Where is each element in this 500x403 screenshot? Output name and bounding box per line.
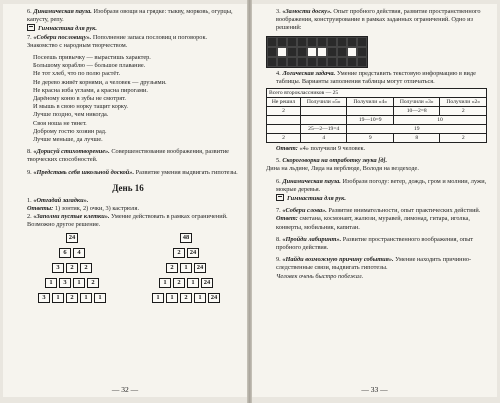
- table-row: 19—10=9 10: [267, 116, 487, 125]
- table-row: 25—2—19=4 19: [267, 125, 487, 134]
- pyramid-cell: 3: [52, 263, 64, 273]
- tiling-cell: [297, 47, 307, 57]
- pyramid-cell: 24: [201, 278, 213, 288]
- proverb-line: Не дерево живёт корнями, а человек — друзьями.: [33, 78, 167, 86]
- tiling-cell: [327, 47, 337, 57]
- pyramid-cell: 2: [180, 293, 192, 303]
- pyramid-row: [131, 278, 241, 288]
- tiling-cell: [267, 47, 277, 57]
- pyramid-right: [131, 233, 241, 311]
- pyramid-row: [131, 293, 241, 303]
- pyramid-cell: 2: [80, 263, 92, 273]
- tiling-cell: [347, 57, 357, 67]
- tiling-cell: [287, 37, 297, 47]
- pyramid-cell: 1: [45, 278, 57, 288]
- tiling-cell: [337, 57, 347, 67]
- tiling-cell: [287, 57, 297, 67]
- page-number-left: — 32 —: [111, 385, 139, 394]
- tiling-cell: [307, 47, 317, 57]
- proverb-line: Доброму гостю хозяин рад.: [33, 127, 107, 135]
- tiling-cell: [317, 47, 327, 57]
- tiling-cell: [317, 57, 327, 67]
- proverb-line: Посеешь привычку — вырастишь характер.: [33, 54, 151, 62]
- pyramid-row: [131, 233, 241, 243]
- pyramid-row: [17, 248, 127, 258]
- pyramid-cell: 6: [59, 248, 71, 258]
- tiling-cell: [337, 37, 347, 47]
- left-page-content: [17, 8, 239, 311]
- left-page: [3, 4, 247, 397]
- proverb-line: Лучше поздно, чем никогда.: [33, 111, 109, 119]
- pyramid-cell: 48: [180, 233, 192, 243]
- pyramid-cell: 1: [80, 293, 92, 303]
- tiling-cell: [357, 37, 367, 47]
- proverb-line: Лучше меньше, да лучше.: [33, 136, 103, 144]
- tongue-twister-text: Дина на льдине, Лида на верблюде, Володя на вездеходе.: [266, 165, 419, 173]
- logic-table: [266, 88, 487, 143]
- item-6-dynamic-pause: 6. Динамическая пауза. Изобрази овощи на грядке: тыкву, морковь, огурцы, капусту, репу.: [27, 8, 233, 24]
- tiling-cell: [317, 37, 327, 47]
- tiling-grid: [266, 36, 368, 68]
- item-9-board: 9. «Представь себя школьной доской». Развитие умения выдвигать гипотезы.: [27, 168, 238, 176]
- pyramid-cell: 24: [208, 293, 220, 303]
- pyramid-cell: 1: [152, 293, 164, 303]
- proverb-line: Дарёному коню в зубы не смотрят.: [33, 95, 126, 103]
- tiling-cell: [277, 57, 287, 67]
- pyramid-left: [17, 233, 127, 311]
- tiling-cell: [357, 57, 367, 67]
- pyramid-cell: 2: [166, 263, 178, 273]
- pyramid-cell: 24: [66, 233, 78, 243]
- right-page-content: [266, 8, 487, 281]
- tiling-cell: [327, 37, 337, 47]
- item-9-cause: 9. «Найди возможную причину события». Умение находить причинно-следственные связи, выдвигать гипотезы.: [276, 256, 472, 272]
- item-3-tiling: 3. «Замости доску». Опыт пробного действия, развитие пространственного воображения, конструирование в рамках заданных ограничений. Одно из решений:: [276, 8, 481, 32]
- tiling-cell: [267, 57, 277, 67]
- pyramid-cell: 1: [187, 278, 199, 288]
- pyramid-row: [131, 263, 241, 273]
- pyramid-cell: 3: [59, 278, 71, 288]
- pyramid-cell: 24: [187, 248, 199, 258]
- pyramid-cell: 3: [38, 293, 50, 303]
- item-4-logic: 4. Логическая задача. Умение представить текстовую информацию в виде таблицы. Варианты заполнения таблицы могут отличаться.: [276, 69, 476, 85]
- item-8-maze: 8. «Пройди лабиринт». Развитие пространственного воображения, опыт пробного действия.: [276, 235, 474, 252]
- item-7-proverbs: 7. «Собери пословицу». Пополнение запаса пословиц и поговорок. Знакомство с народным творчеством.: [27, 33, 208, 49]
- pyramid-cell: 1: [194, 293, 206, 303]
- answer-7: Ответ: сметана, космонавт, жалюзи, муравей, лимонад, гитара, иголка, конверты, мобильник, капитан.: [276, 215, 470, 231]
- right-page: [252, 4, 497, 397]
- pyramid-cell: 1: [94, 293, 106, 303]
- pyramid-row: [17, 263, 127, 273]
- proverb-line: Большому кораблю — большое плавание.: [33, 62, 146, 70]
- day-heading: День 16: [112, 182, 144, 193]
- proverb-line: Своя ноша не тянет.: [33, 119, 87, 127]
- pyramid-cell: 2: [87, 278, 99, 288]
- proverb-line: Не красна изба углами, а красна пирогами.: [33, 86, 148, 94]
- pyramid-cell: 2: [66, 263, 78, 273]
- tiling-cell: [357, 47, 367, 57]
- gym-hands-2: Гимнастика для рук.: [266, 194, 487, 203]
- item-6-dynamic-pause: 6. Динамическая пауза. Изобрази погоду: ветер, дождь, гром и молнии, лужи, мокрые деревья.: [276, 177, 487, 193]
- tiling-cell: [277, 47, 287, 57]
- table-title: Всего второклассников — 25: [267, 89, 487, 98]
- tiling-cell: [307, 37, 317, 47]
- tiling-cell: [347, 47, 357, 57]
- proverb-list: [17, 54, 239, 144]
- proverb-line: Не тот хлеб, что по полю растёт.: [33, 70, 121, 78]
- tiling-cell: [297, 37, 307, 47]
- answer-4: Ответ: «4» получили 9 человек.: [276, 145, 366, 153]
- proverb-line: И мышь в свою норку тащит корку.: [33, 103, 128, 111]
- pyramid-cell: 1: [52, 293, 64, 303]
- number-pyramids: [17, 233, 239, 311]
- tiling-cell: [267, 37, 277, 47]
- pyramid-row: [17, 293, 127, 303]
- tiling-cell: [287, 47, 297, 57]
- tiling-solution: [266, 36, 487, 68]
- pyramid-row: [17, 233, 127, 243]
- hand-icon: [276, 194, 284, 201]
- tiling-cell: [337, 47, 347, 57]
- pyramid-cell: 2: [173, 248, 185, 258]
- day16-item-1: 1. «Отгадай загадки».: [27, 196, 89, 204]
- table-header-row: Не решил Получили «5» Получили «4» Получили «3» Получили «2»: [267, 98, 487, 107]
- tiling-cell: [307, 57, 317, 67]
- pyramid-cell: 1: [73, 278, 85, 288]
- pyramid-cell: 24: [194, 263, 206, 273]
- day16-item-2: 2. «Заполни пустые клетки». Умение действовать в рамках ограничений. Возможно другое решение.: [27, 213, 228, 229]
- tiling-cell: [277, 37, 287, 47]
- page-number-right: — 33 —: [361, 385, 388, 394]
- table-row: 2 10—2=8 2: [267, 107, 487, 116]
- day16-answer-1: Ответы: 1) зонтик, 2) очки, 3) кастрюля.: [27, 205, 140, 213]
- item-8-poem: 8. «Дорисуй стихотворение». Совершенствование воображения, развитие творческих способностей.: [27, 148, 229, 164]
- table-row: 2 4 9 8 2: [267, 134, 487, 143]
- pyramid-cell: 4: [73, 248, 85, 258]
- item-9-example: Человек очень быстро побежал.: [276, 272, 364, 280]
- gym-hands-1: Гимнастика для рук.: [17, 24, 239, 33]
- hand-icon: [27, 24, 35, 31]
- pyramid-row: [17, 278, 127, 288]
- pyramid-cell: 1: [166, 293, 178, 303]
- pyramid-cell: 2: [173, 278, 185, 288]
- item-7-words: 7. «Собери слова». Развитие внимательности, опыт практических действий.: [276, 207, 481, 215]
- pyramid-cell: 2: [66, 293, 78, 303]
- tiling-cell: [327, 57, 337, 67]
- item-5-tongue-twister: 5. Скороговорка на отработку звука [д].: [276, 157, 388, 165]
- tiling-cell: [347, 37, 357, 47]
- pyramid-row: [131, 248, 241, 258]
- pyramid-cell: 1: [180, 263, 192, 273]
- tiling-cell: [297, 57, 307, 67]
- pyramid-cell: 1: [159, 278, 171, 288]
